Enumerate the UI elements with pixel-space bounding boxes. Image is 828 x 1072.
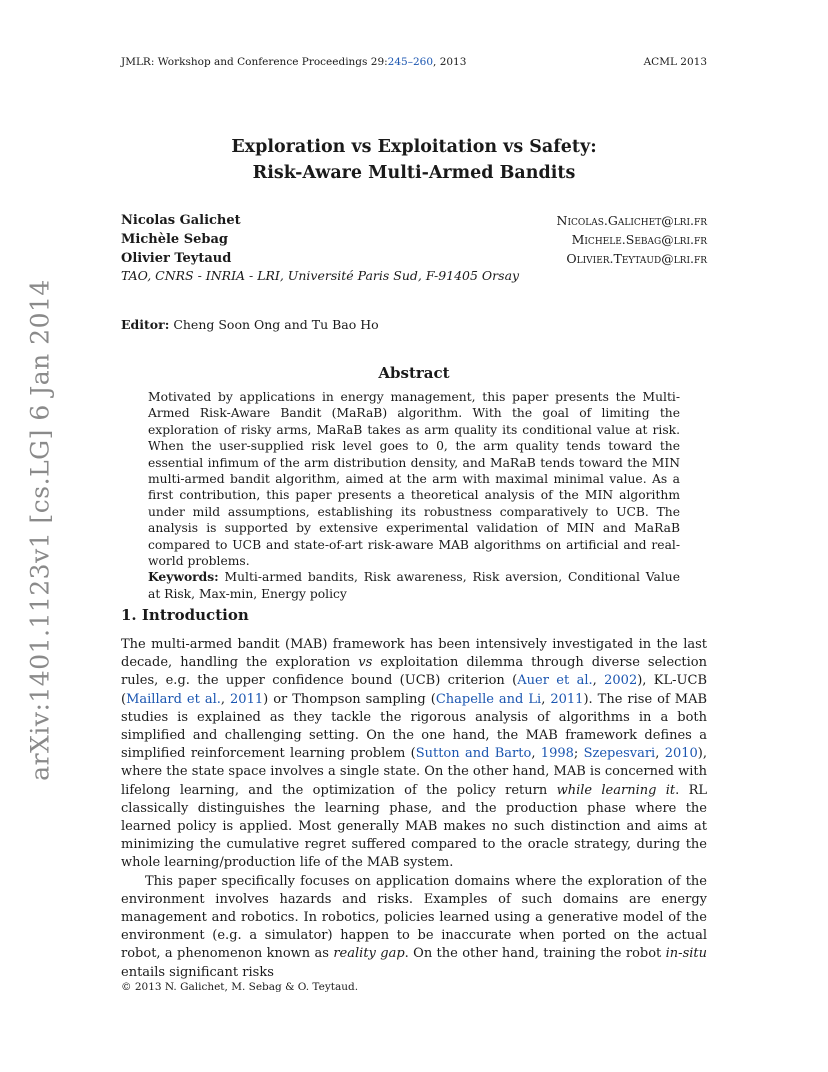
header-pages-link[interactable]: 245–260 — [387, 56, 434, 68]
paper-title — [0, 134, 828, 186]
citation-link[interactable]: 2011 — [230, 691, 264, 707]
citation-link[interactable]: 2002 — [604, 673, 638, 689]
citation-link[interactable]: 2011 — [550, 691, 584, 707]
running-header-left — [121, 56, 466, 68]
keywords — [148, 569, 680, 602]
citation-link[interactable]: 2010 — [664, 746, 698, 762]
citation-link[interactable]: 1998 — [540, 746, 574, 762]
copyright-footer: © 2013 N. Galichet, M. Sebag & O. Teytaud. — [121, 981, 359, 993]
author-row — [121, 249, 707, 268]
author-row — [121, 230, 707, 249]
header-year: , 2013 — [433, 56, 467, 68]
author-row — [121, 211, 707, 230]
author-name: Olivier Teytaud — [121, 251, 232, 266]
citation-link[interactable]: Szepesvari — [583, 746, 656, 762]
abstract-body — [148, 389, 680, 602]
affiliation: TAO, CNRS - INRIA - LRI, Université Paris Sud, F-91405 Orsay — [121, 268, 520, 283]
paragraph: This paper specifically focuses on application domains where the exploration of the environment involves hazards and risks. Examples of such domains are energy management and robotics. In robotics, policies learned using a generative model of the environment (e.g. a simulator) happen to be inaccurate when ported on the actual robot, a phenomenon known as reality gap. On the other hand, training the robot in-situ entails significant risks — [121, 873, 707, 980]
section-body — [121, 636, 707, 982]
keywords-label: Keywords: — [148, 569, 219, 585]
header-venue: JMLR: Workshop and Conference Proceedings 29: — [121, 56, 388, 68]
abstract-heading: Abstract — [378, 364, 450, 382]
citation-link[interactable]: Maillard et al. — [126, 691, 221, 707]
running-header-right: ACML 2013 — [643, 56, 707, 68]
title-line-1: Exploration vs Exploitation vs Safety: — [231, 137, 597, 157]
section-heading — [121, 606, 249, 624]
author-name: Nicolas Galichet — [121, 213, 241, 228]
citation-link[interactable]: Auer et al. — [517, 673, 593, 689]
abstract-text: Motivated by applications in energy management, this paper presents the Multi-Armed Risk-Aware Bandit (MaRaB) algorithm. With the goal of limiting the exploration of risky arms, MaRaB takes as arm quality its conditional value at risk. When the user-supplied risk level goes to 0, the arm quality tends toward the essential infimum of the arm distribution density, and MaRaB tends toward the MIN multi-armed bandit algorithm, aimed at the arm with maximal minimal value. As a first contribution, this paper presents a theoretical analysis of the MIN algorithm under mild assumptions, establishing its robustness comparatively to UCB. The analysis is supported by extensive experimental validation of MIN and MaRaB compared to UCB and state-of-art risk-aware MAB algorithms on artificial and real-world problems. — [148, 390, 680, 569]
editor-label: Editor: — [121, 317, 170, 332]
citation-link[interactable]: Chapelle and Li — [435, 691, 542, 707]
section-number: 1. — [121, 606, 137, 624]
author-email: Michele.Sebag@lri.fr — [571, 232, 707, 247]
editor-names: Cheng Soon Ong and Tu Bao Ho — [173, 317, 379, 332]
author-email: Olivier.Teytaud@lri.fr — [566, 251, 707, 266]
keywords-list: Multi-armed bandits, Risk awareness, Risk aversion, Conditional Value at Risk, Max-min, Energy policy — [148, 570, 680, 601]
paragraph: The multi-armed bandit (MAB) framework has been intensively investigated in the last decade, handling the exploration vs exploitation dilemma through diverse selection rules, e.g. the upper confidence bound (UCB) criterion (Auer et al., 2002), KL-UCB (Maillard et al., 2011) or Thompson sampling (Chapelle and Li, 2011). The rise of MAB studies is explained as they tackle the rigorous analysis of algorithms in a both simplified and challenging setting. On the one hand, the MAB framework defines a simplified reinforcement learning problem (Sutton and Barto, 1998; Szepesvari, 2010), where the state space involves a single state. On the other hand, MAB is concerned with lifelong learning, and the optimization of the policy return while learning it. RL classically distinguishes the learning phase, and the production phase where the learned policy is applied. Most generally MAB makes no such distinction and aims at minimizing the cumulative regret suffered compared to the oracle strategy, during the whole learning/production life of the MAB system. — [121, 637, 708, 871]
editor-line — [121, 317, 379, 332]
arxiv-stamp: arXiv:1401.1123v1 [cs.LG] 6 Jan 2014 — [25, 279, 55, 781]
citation-link[interactable]: Sutton and Barto — [415, 746, 532, 762]
author-email: Nicolas.Galichet@lri.fr — [556, 213, 707, 228]
author-name: Michèle Sebag — [121, 232, 228, 247]
section-title: Introduction — [141, 606, 249, 624]
title-line-2: Risk-Aware Multi-Armed Bandits — [252, 163, 576, 183]
